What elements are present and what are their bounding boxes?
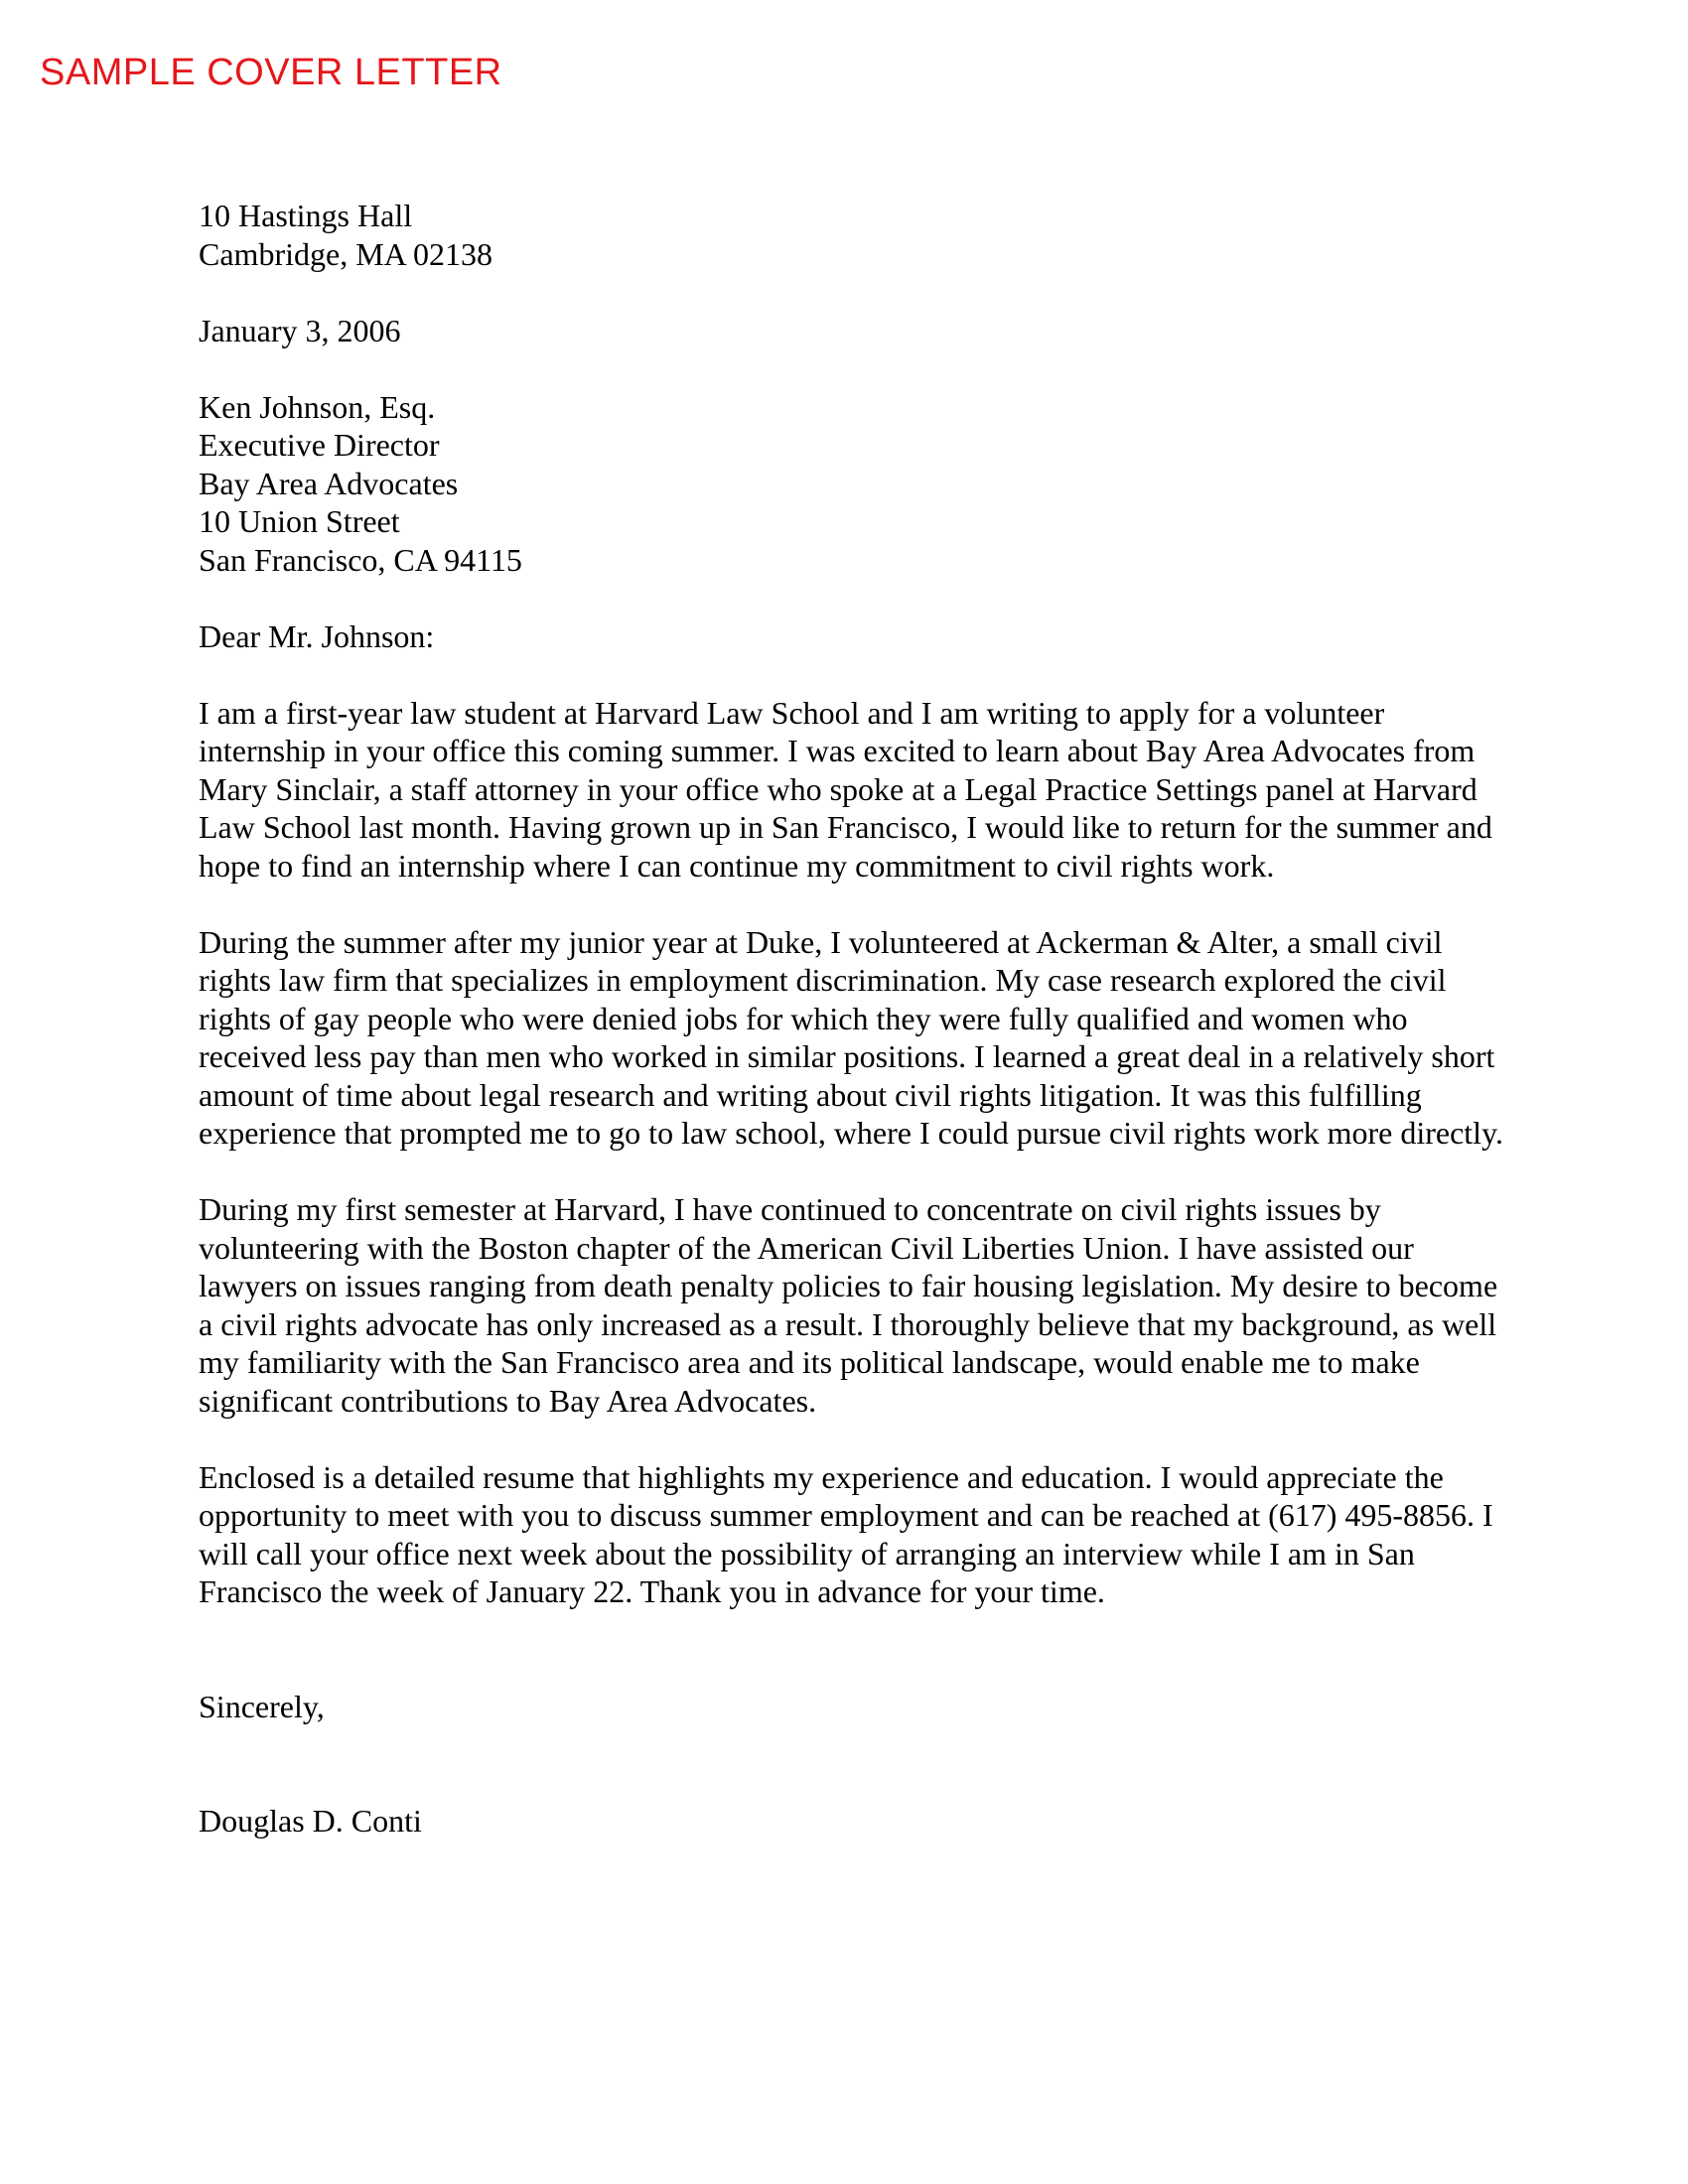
paragraph-current-work: During my first semester at Harvard, I have continued to concentrate on civil rights issues by volunteering with the Boston chapter of the American Civil Liberties Union. I have assisted our lawyers on issues ranging from death penalty policies to fair housing legislation. My desire to become a civil rights advocate has only increased as a result. I thoroughly believe that my background, as well my familiarity with the San Francisco area and its political landscape, would enable me to make significant contributions to Bay Area Advocates. <box>199 1191 1498 1419</box>
paragraph-intro: I am a first-year law student at Harvard Law School and I am writing to apply for a volunteer internship in your office this coming summer. I was excited to learn about Bay Area Advocates from Mary Sinclair, a staff attorney in your office who spoke at a Legal Practice Settings panel at Harvard Law School last month. Having grown up in San Francisco, I would like to return for the summer and hope to find an internship where I can continue my commitment to civil rights work. <box>199 694 1492 884</box>
sender-address-line: 10 Hastings Hall <box>199 198 413 233</box>
sender-address <box>199 197 1509 273</box>
recipient-name: Ken Johnson, Esq. <box>199 388 436 425</box>
paragraph-closing: Enclosed is a detailed resume that highlights my experience and education. I would appreciate the opportunity to meet with you to discuss summer employment and can be reached at (617) 495-8856. I will call your office next week about the possibility of arranging an interview while I am in San Francisco the week of January 22. Thank you in advance for your time. <box>199 1458 1493 1609</box>
recipient-title: Executive Director <box>199 427 440 463</box>
recipient-street: 10 Union Street <box>199 503 400 539</box>
letter-body <box>199 197 1509 1878</box>
recipient-city: San Francisco, CA 94115 <box>199 541 522 578</box>
sample-letter-label: SAMPLE COVER LETTER <box>40 52 502 93</box>
recipient-organization: Bay Area Advocates <box>199 465 459 501</box>
letter-date: January 3, 2006 <box>199 312 401 348</box>
closing-salutation: Sincerely, <box>199 1688 325 1724</box>
recipient-address <box>199 388 1509 580</box>
paragraph-experience: During the summer after my junior year at Duke, I volunteered at Ackerman & Alter, a small civil rights law firm that specializes in employment discrimination. My case research explored the civil rights of gay people who were denied jobs for which they were fully qualified and women who received less pay than men who worked in similar positions. I learned a great deal in a relatively short amount of time about legal research and writing about civil rights litigation. It was this fulfilling experience that prompted me to go to law school, where I could pursue civil rights work more directly. <box>199 923 1503 1151</box>
salutation: Dear Mr. Johnson: <box>199 617 435 654</box>
signature-name: Douglas D. Conti <box>199 1803 422 1839</box>
sender-address-line: Cambridge, MA 02138 <box>199 235 492 272</box>
